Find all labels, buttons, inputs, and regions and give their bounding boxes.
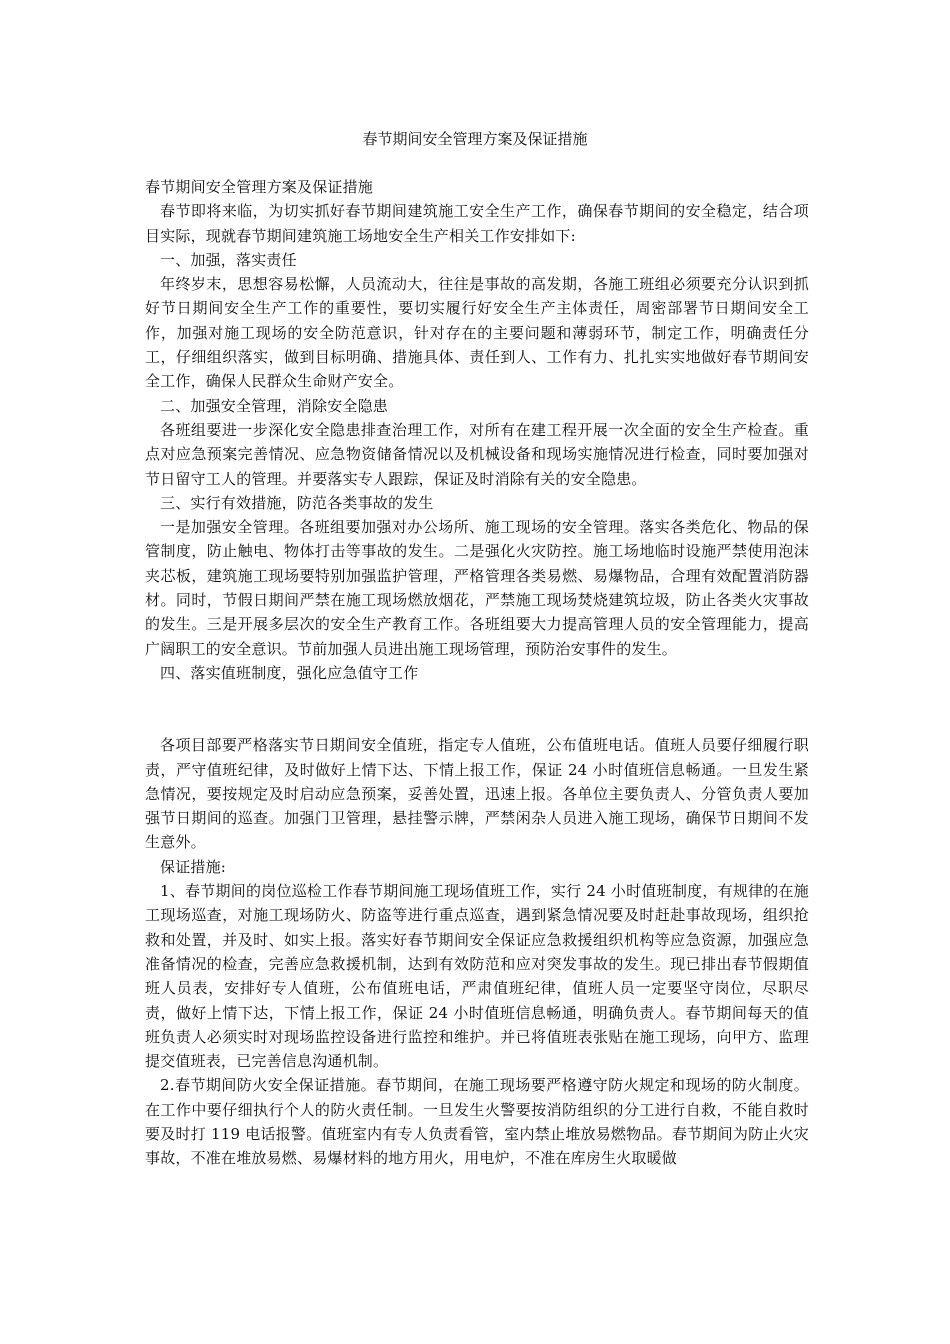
blank-gap — [145, 685, 809, 733]
document-title: 春节期间安全管理方案及保证措施 — [362, 130, 588, 148]
section-4-paragraph: 各项目部要严格落实节日期间安全值班，指定专人值班，公布值班电话。值班人员要仔细履行职责，严守值班纪律，及时做好上情下达、下情上报工作，保证 24 小时值班信息畅通。一旦发生紧急情况，要按规定及时启动应急预案，妥善处置，迅速上报。各单位主要负责人、分管负责人要加强节日期间的巡查。加强门卫管理，悬挂警示牌，严禁闲杂人员进入施工现场，确保节日期间不发生意外。 — [145, 736, 809, 852]
section-3-heading: 三、实行有效措施，防范各类事故的发生 — [160, 493, 434, 512]
measures-heading: 保证措施: — [160, 857, 227, 876]
intro-paragraph: 春节即将来临，为切实抓好春节期间建筑施工安全生产工作，确保春节期间的安全稳定，结合项目实际，现就春节期间建筑施工场地安全生产相关工作安排如下: — [145, 202, 809, 245]
section-4-heading: 四、落实值班制度，强化应急值守工作 — [160, 663, 419, 682]
section-1-paragraph: 年终岁末，思想容易松懈，人员流动大，往往是事故的高发期，各施工班组必须要充分认识到抓好节日期间安全生产工作的重要性，要切实履行好安全生产主体责任，周密部署节日期间安全工作，加强对施工现场的安全防范意识，针对存在的主要问题和薄弱环节，制定工作，明确责任分工，仔细组织落实，做到目标明确、措施具体、责任到人、工作有力、扎扎实实地做好春节期间安全工作，确保人民群众生命财产安全。 — [145, 275, 809, 391]
section-2-heading: 二、加强安全管理，消除安全隐患 — [160, 396, 389, 415]
document-subtitle: 春节期间安全管理方案及保证措施 — [145, 178, 374, 196]
section-3-paragraph: 一是加强安全管理。各班组要加强对办公场所、施工现场的安全管理。落实各类危化、物品的保管制度，防止触电、物体打击等事故的发生。二是强化火灾防控。施工场地临时设施严禁使用泡沫夹芯板，建筑施工现场要特别加强监护管理，严格管理各类易燃、易爆物品，合理有效配置消防器材。同时，节假日期间严禁在施工现场燃放烟花，严禁施工现场焚烧建筑垃圾，防止各类火灾事故的发生。三是开展多层次的安全生产教育工作。各班组要大力提高管理人员的安全管理能力，提高广阔职工的安全意识。节前加强人员进出施工现场管理，预防治安事件的发生。 — [145, 518, 809, 658]
section-1-heading: 一、加强，落实责任 — [160, 250, 297, 269]
measure-2-paragraph: 2.春节期间防火安全保证措施。春节期间，在施工现场要严格遵守防火规定和现场的防火制度。在工作中要仔细执行个人的防火责任制。一旦发生火警要按消防组织的分工进行自救，不能自救时要及时打 119 电话报警。值班室内有专人负责看管，室内禁止堆放易燃物品。春节期间为防止火灾事故，不准在堆放易燃、易爆材料的地方用火，用电炉，不准在库房生火取暖做 — [145, 1076, 809, 1168]
measure-1-paragraph: 1、春节期间的岗位巡检工作春节期间施工现场值班工作，实行 24 小时值班制度，有规律的在施工现场巡查，对施工现场防火、防盗等进行重点巡查，遇到紧急情况要及时赶赴事故现场，组织抢救和处置，并及时、如实上报。落实好春节期间安全保证应急救援组织机构等应急资源，加强应急准备情况的检查，完善应急救援机制，达到有效防范和应对突发事故的发生。现已排出春节假期值班人员表，安排好专人值班，公布值班电话，严肃值班纪律，值班人员一定要坚守岗位，尽职尽责，做好上情下达，下情上报工作，保证 24 小时值班信息畅通，明确负责人。春节期间每天的值班负责人必须实时对现场监控设备进行监控和维护。并已将值班表张贴在施工现场，向甲方、监理提交值班表，已完善信息沟通机制。 — [145, 882, 809, 1071]
section-2-paragraph: 各班组要进一步深化安全隐患排查治理工作，对所有在建工程开展一次全面的安全生产检查。重点对应急预案完善情况、应急物资储备情况以及机械设备和现场实施情况进行检查，同时要加强对节日留守工人的管理。并要落实专人跟踪，保证及时消除有关的安全隐患。 — [145, 420, 809, 488]
document-body — [145, 175, 809, 1171]
